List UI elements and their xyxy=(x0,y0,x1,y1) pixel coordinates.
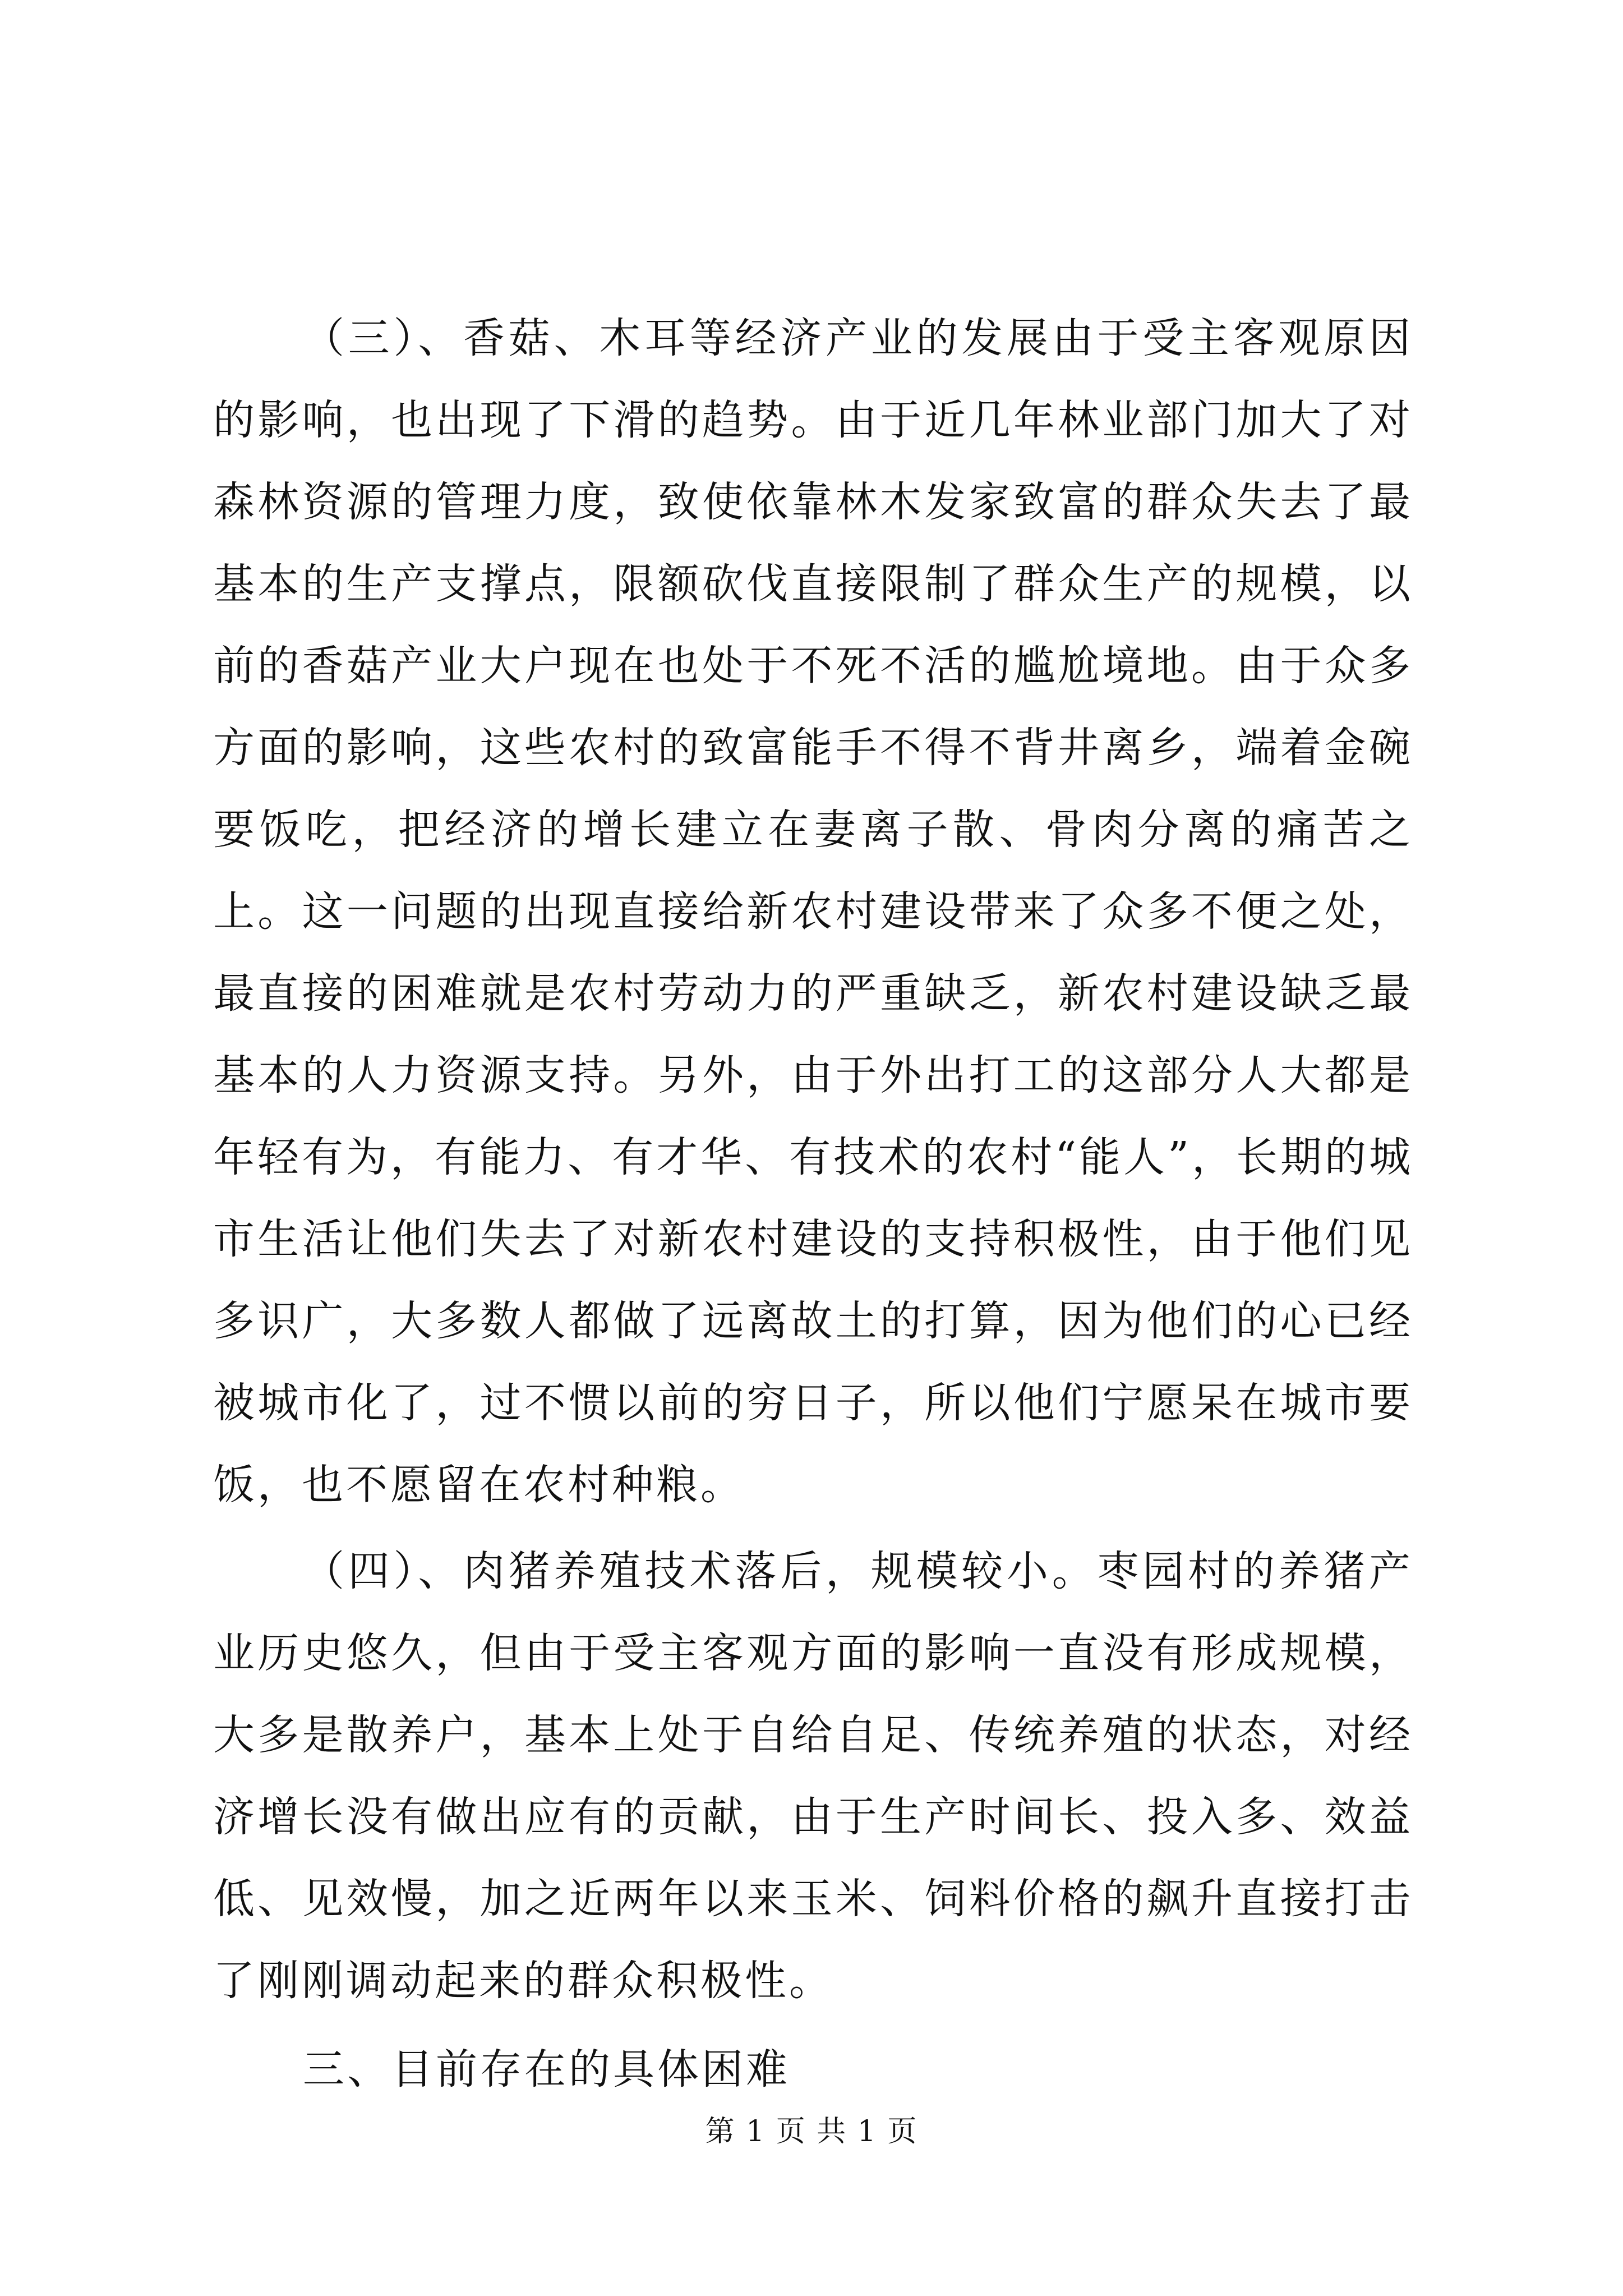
section-heading: 三、目前存在的具体困难 xyxy=(303,2045,790,2093)
paragraph-section-4: （四）、肉猪养殖技术落后，规模较小。枣园村的养猪产业历史悠久，但由于受主客观方面的影响一直没有形成规模，大多是散养户，基本上处于自给自足、传统养殖的状态，对经济增长没有做出应有的贡献，由于生产时间长、投入多、效益低、见效慢，加之近两年以来玉米、饲料价格的飙升直接打击了刚刚调动起来的群众积极性。 xyxy=(213,1547,1413,2005)
document-body xyxy=(213,297,1413,2110)
paragraph-section-3: （三）、香菇、木耳等经济产业的发展由于受主客观原因的影响，也出现了下滑的趋势。由于近几年林业部门加大了对森林资源的管理力度，致使依靠林木发家致富的群众失去了最基本的生产支撑点，限额砍伐直接限制了群众生产的规模，以前的香菇产业大户现在也处于不死不活的尴尬境地。由于众多方面的影响，这些农村的致富能手不得不背井离乡，端着金碗要饭吃，把经济的增长建立在妻离子散、骨肉分离的痛苦之上。这一问题的出现直接给新农村建设带来了众多不便之处，最直接的困难就是农村劳动力的严重缺乏，新农村建设缺乏最基本的人力资源支持。另外，由于外出打工的这部分人大都是年轻有为，有能力、有才华、有技术的农村“能人”，长期的城市生活让他们失去了对新农村建设的支持积极性，由于他们见多识广，大多数人都做了远离故土的打算，因为他们的心已经被城市化了，过不惯以前的穷日子，所以他们宁愿呆在城市要饭，也不愿留在农村种粮。 xyxy=(213,314,1413,1509)
page-footer: 第 1 页 共 1 页 xyxy=(705,2115,918,2148)
